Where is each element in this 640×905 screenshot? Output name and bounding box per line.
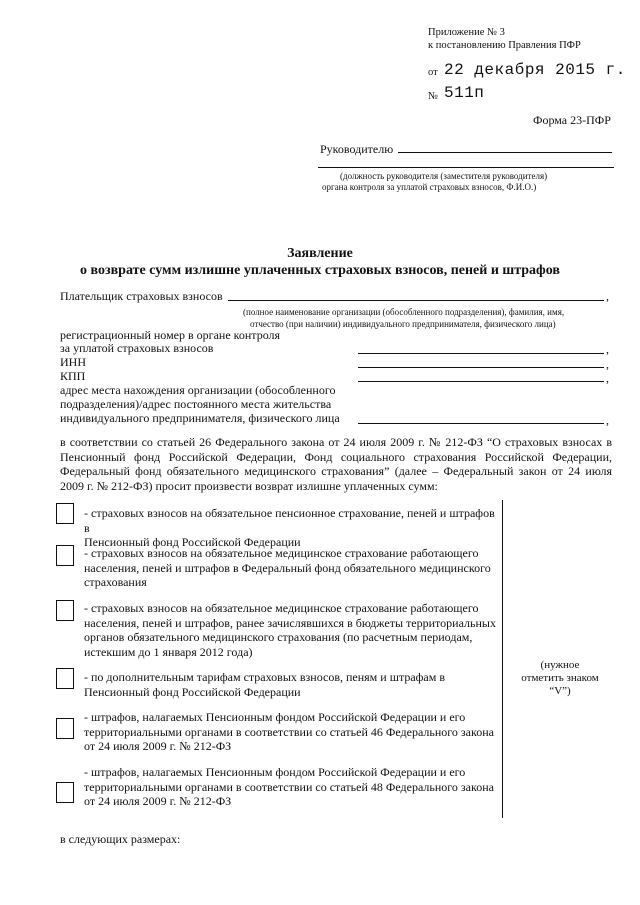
page-subtitle: о возврате сумм излишне уплаченных страховых взносов, пеней и штрафов [80, 263, 560, 278]
payer-label: Плательщик страховых взносов [60, 289, 223, 303]
kpp-label: КПП [60, 369, 86, 383]
number-prefix: № [428, 91, 439, 102]
option-checkbox-fines-art46[interactable] [56, 718, 74, 739]
document-date: 22 декабря 2015 г. [444, 61, 626, 79]
reg-number-label-1: регистрационный номер в органе контроля [60, 328, 281, 342]
payer-name-field[interactable] [228, 300, 604, 301]
option-text-additional-tariffs: - по дополнительным тарифам страховых взносов, пеням и штрафам в Пенсионный фонд Российской Федерации [84, 670, 446, 699]
reg-number-label-2: за уплатой страховых взносов [60, 341, 214, 355]
date-prefix: от [428, 67, 438, 78]
option-text-medical-ffoms: - страховых взносов на обязательное медицинское страхование работающего населения, пеней и штрафов в Федеральный фонд обязательного медицинского страхования [84, 546, 491, 589]
option-text-fines-art46: - штрафов, налагаемых Пенсионным фондом Российской Федерации и его территориальными органами в соответствии со статьей 46 Федерального закона от 24 июля 2009 г. № 212-ФЗ [84, 710, 494, 753]
reg-number-field[interactable] [358, 353, 604, 354]
option-checkbox-fines-art48[interactable] [56, 782, 74, 803]
address-comma: , [606, 413, 609, 427]
addressee-field-2[interactable] [318, 167, 614, 168]
body-paragraph: в соответствии со статьей 26 Федерального закона от 24 июля 2009 г. № 212-ФЗ “О страховых взносах в Пенсионный фонд Российской Федерации, Фонд социального страхования Российской Федерации, Федеральный фонд обязательного медицинского страхования” (далее – Федеральный закон от 24 июля 2009 г. № 212-ФЗ) просит произвести возврат излишне уплаченных сумм: [60, 435, 612, 493]
inn-field[interactable] [358, 367, 604, 368]
option-checkbox-additional-tariffs[interactable] [56, 668, 74, 689]
addressee-label: Руководителю [320, 142, 394, 156]
option-checkbox-pension[interactable] [56, 503, 74, 524]
appendix-label: Приложение № 3 [428, 27, 505, 38]
addressee-note-1: (должность руководителя (заместителя руководителя) [340, 171, 548, 181]
addressee-field[interactable] [398, 152, 612, 153]
resolution-label: к постановлению Правления ПФР [428, 40, 581, 51]
payer-comma: , [606, 289, 609, 303]
options-divider [502, 500, 503, 818]
form-code: Форма 23-ПФР [533, 113, 611, 127]
document-number: 511п [444, 84, 485, 102]
amounts-label: в следующих размерах: [60, 832, 181, 846]
page-title: Заявление [287, 246, 353, 261]
address-field[interactable] [358, 423, 604, 424]
reg-comma: , [606, 342, 609, 356]
payer-note-2: отчество (при наличии) индивидуального предпринимателя, физического лица) [250, 319, 556, 329]
option-text-fines-art48: - штрафов, налагаемых Пенсионным фондом Российской Федерации и его территориальными органами в соответствии со статьей 48 Федерального закона от 24 июля 2009 г. № 212-ФЗ [84, 765, 494, 808]
addressee-note-2: органа контроля за уплатой страховых взносов, Ф.И.О.) [322, 182, 537, 192]
option-text-medical-tfoms: - страховых взносов на обязательное медицинское страхование работающего населения, пеней и штрафов, ранее зачислявшихся в бюджеты территориальных органов обязательного медицинского страхования (по расчетным периодам, истекшим до 1 января 2012 года) [84, 601, 496, 659]
address-label-2: подразделения)/адрес постоянного места жительства [60, 397, 332, 411]
option-checkbox-medical-tfoms[interactable] [56, 600, 74, 621]
kpp-field[interactable] [358, 381, 604, 382]
inn-label: ИНН [60, 355, 86, 369]
inn-comma: , [606, 357, 609, 371]
kpp-comma: , [606, 371, 609, 385]
option-text-pension: - страховых взносов на обязательное пенсионное страхование, пеней и штрафов в Пенсионный фонд Российской Федерации [84, 506, 495, 549]
address-label-3: индивидуального предпринимателя, физического лица [60, 411, 340, 425]
option-checkbox-medical-ffoms[interactable] [56, 545, 74, 566]
side-note: (нужное отметить знаком “V”) [521, 659, 599, 697]
payer-note-1: (полное наименование организации (обособленного подразделения), фамилия, имя, [243, 307, 565, 317]
address-label-1: адрес места нахождения организации (обособленного [60, 383, 336, 397]
